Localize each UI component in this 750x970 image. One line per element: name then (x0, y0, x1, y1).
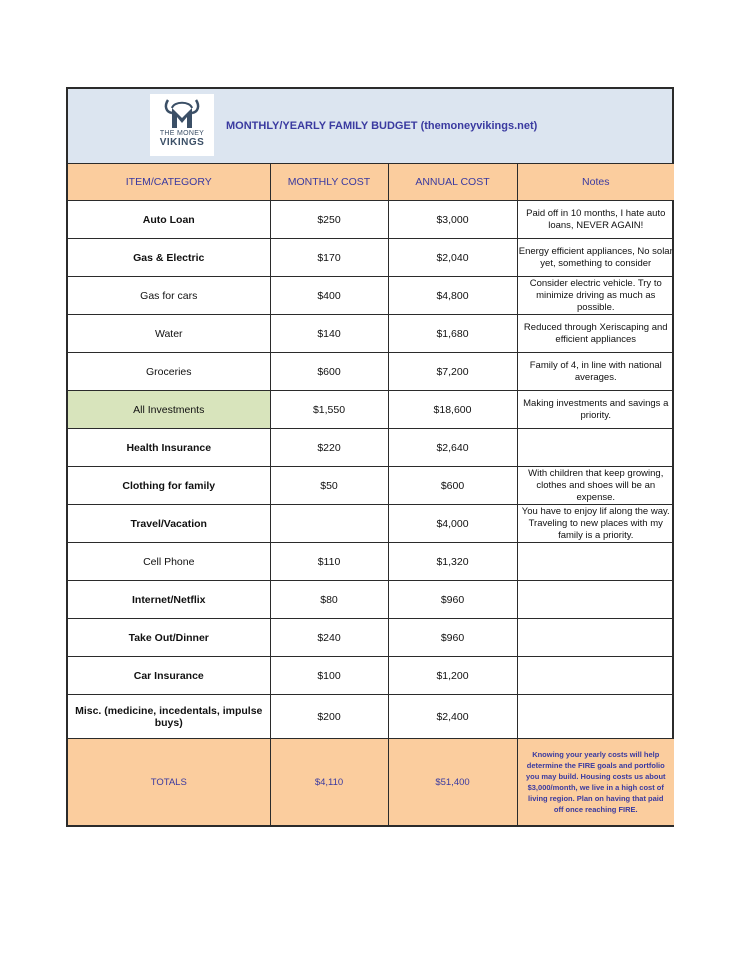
table-row (68, 543, 674, 581)
viking-helmet-m-icon (162, 96, 202, 130)
monthly-cell: $170 (270, 239, 388, 277)
monthly-cell: $50 (270, 467, 388, 505)
monthly-cell: $240 (270, 619, 388, 657)
notes-cell: Reduced through Xeriscaping and efficient appliances (517, 315, 674, 353)
table-row (68, 619, 674, 657)
item-cell: Internet/Netflix (68, 581, 270, 619)
item-cell: Gas for cars (68, 277, 270, 315)
notes-cell (517, 543, 674, 581)
annual-cell: $960 (388, 581, 517, 619)
header-row (68, 164, 674, 201)
monthly-cell: $100 (270, 657, 388, 695)
notes-cell: Consider electric vehicle. Try to minimize driving as much as possible. (517, 277, 674, 315)
annual-cell: $1,200 (388, 657, 517, 695)
annual-cell: $2,640 (388, 429, 517, 467)
table-row (68, 429, 674, 467)
item-cell: Groceries (68, 353, 270, 391)
annual-cell: $1,680 (388, 315, 517, 353)
table-row (68, 695, 674, 739)
totals-monthly: $4,110 (270, 739, 388, 826)
monthly-cell: $250 (270, 201, 388, 239)
annual-cell: $2,040 (388, 239, 517, 277)
monthly-cell: $600 (270, 353, 388, 391)
monthly-cell (270, 505, 388, 543)
table-row (68, 353, 674, 391)
budget-table (68, 164, 674, 825)
item-cell: Gas & Electric (68, 239, 270, 277)
item-cell: Water (68, 315, 270, 353)
table-row (68, 239, 674, 277)
item-cell: Misc. (medicine, incedentals, impulse buys) (68, 695, 270, 739)
table-row (68, 201, 674, 239)
totals-row (68, 739, 674, 826)
logo (150, 94, 214, 156)
monthly-cell: $220 (270, 429, 388, 467)
notes-cell: Energy efficient appliances, No solar yet, something to consider (517, 239, 674, 277)
annual-cell: $3,000 (388, 201, 517, 239)
item-cell: Auto Loan (68, 201, 270, 239)
table-row (68, 581, 674, 619)
table-row (68, 277, 674, 315)
title-banner (68, 89, 672, 164)
notes-cell (517, 619, 674, 657)
header-annual: ANNUAL COST (388, 164, 517, 201)
item-cell: Travel/Vacation (68, 505, 270, 543)
item-cell: Cell Phone (68, 543, 270, 581)
notes-cell (517, 429, 674, 467)
annual-cell: $600 (388, 467, 517, 505)
header-notes: Notes (517, 164, 674, 201)
logo-line-2: VIKINGS (159, 137, 205, 148)
header-monthly: MONTHLY COST (270, 164, 388, 201)
annual-cell: $2,400 (388, 695, 517, 739)
monthly-cell: $140 (270, 315, 388, 353)
table-row (68, 315, 674, 353)
monthly-cell: $1,550 (270, 391, 388, 429)
monthly-cell: $200 (270, 695, 388, 739)
totals-notes: Knowing your yearly costs will help determine the FIRE goals and portfolio you may build. Housing costs us about $3,000/month, we live in a high cost of living region. Plan on having that paid off once reaching FIRE. (517, 739, 674, 826)
table-row (68, 505, 674, 543)
annual-cell: $7,200 (388, 353, 517, 391)
notes-cell: Paid off in 10 months, I hate auto loans, NEVER AGAIN! (517, 201, 674, 239)
monthly-cell: $400 (270, 277, 388, 315)
notes-cell: Family of 4, in line with national averages. (517, 353, 674, 391)
budget-sheet (66, 87, 674, 827)
annual-cell: $18,600 (388, 391, 517, 429)
item-cell-highlight: All Investments (68, 391, 270, 429)
notes-cell: With children that keep growing, clothes and shoes will be an expense. (517, 467, 674, 505)
item-cell: Take Out/Dinner (68, 619, 270, 657)
notes-cell: Making investments and savings a priority. (517, 391, 674, 429)
logo-line-1: THE MONEY (159, 130, 205, 137)
annual-cell: $4,000 (388, 505, 517, 543)
totals-annual: $51,400 (388, 739, 517, 826)
annual-cell: $960 (388, 619, 517, 657)
item-cell: Car Insurance (68, 657, 270, 695)
table-row (68, 657, 674, 695)
header-item: ITEM/CATEGORY (68, 164, 270, 201)
notes-cell (517, 657, 674, 695)
item-cell: Clothing for family (68, 467, 270, 505)
annual-cell: $1,320 (388, 543, 517, 581)
monthly-cell: $110 (270, 543, 388, 581)
notes-cell: You have to enjoy lif along the way. Traveling to new places with my family is a priority. (517, 505, 674, 543)
totals-label: TOTALS (68, 739, 270, 826)
table-row (68, 467, 674, 505)
item-cell: Health Insurance (68, 429, 270, 467)
annual-cell: $4,800 (388, 277, 517, 315)
page-title: MONTHLY/YEARLY FAMILY BUDGET (themoneyvikings.net) (226, 120, 538, 132)
table-row (68, 391, 674, 429)
notes-cell (517, 695, 674, 739)
monthly-cell: $80 (270, 581, 388, 619)
notes-cell (517, 581, 674, 619)
